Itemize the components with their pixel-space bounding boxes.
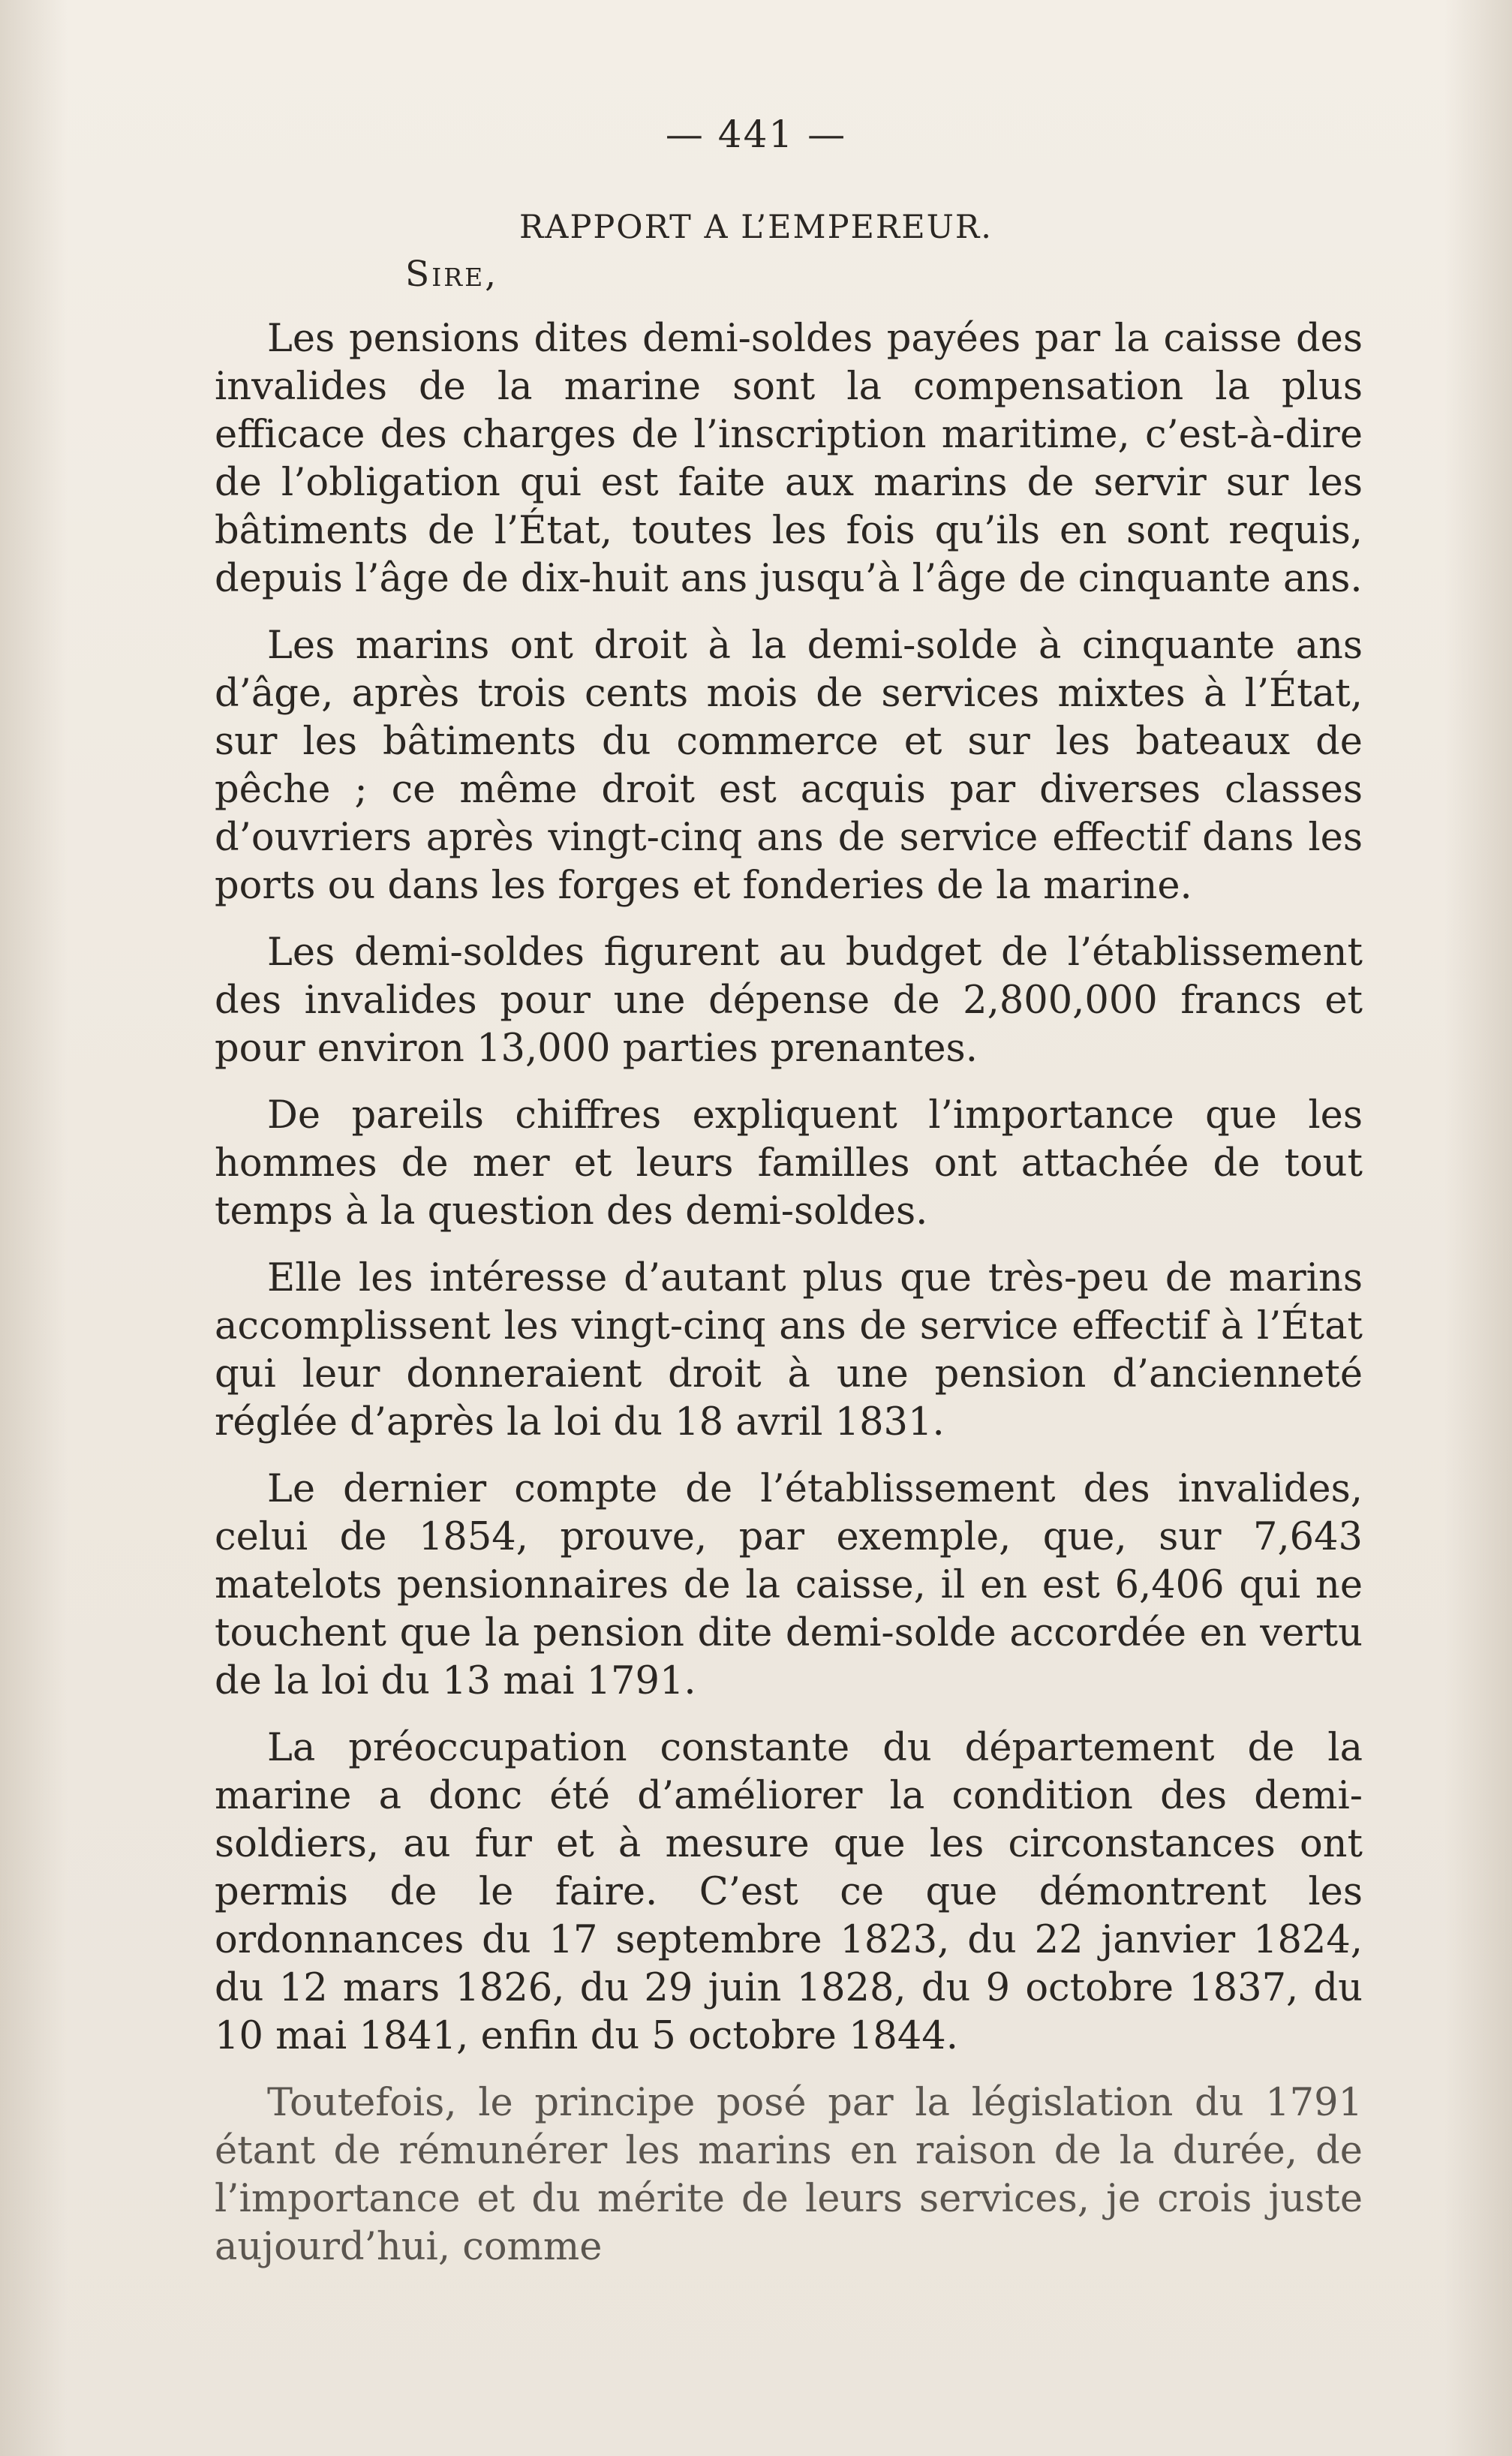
page-number: — 441 — xyxy=(665,113,847,156)
paragraph-6: Le dernier compte de l’établissement des invalides, celui de 1854, prouve, par exemple, que, sur 7,643 matelots pensionnaires de la caisse, il en est 6,406 qui ne touchent que la pension dite demi-solde accordée en vertu de la loi du 13 mai 1791. xyxy=(215,1467,1363,1703)
paragraph-2: Les marins ont droit à la demi-solde à cinquante ans d’âge, après trois cents mois de services mixtes à l’État, sur les bâtiments du commerce et sur les bateaux de pêche ; ce même droit est acquis par diverses classes d’ouvriers après vingt-cinq ans de service effectif dans les ports ou dans les forges et fonderies de la marine. xyxy=(215,624,1363,908)
paragraph-1: Les pensions dites demi-soldes payées par la caisse des invalides de la marine sont la compensation la plus efficace des charges de l’inscription maritime, c’est-à-dire de l’obligation qui est faite aux marins de servir sur les bâtiments de l’État, toutes les fois qu’ils en sont requis, depuis l’âge de dix-huit ans jusqu’à l’âge de cinquante ans. xyxy=(215,317,1363,601)
body-text xyxy=(215,315,1363,2290)
page-edge-shadow-right xyxy=(1444,0,1512,2456)
salutation: Sire, xyxy=(405,254,499,295)
paragraph-4: De pareils chiffres expliquent l’importance que les hommes de mer et leurs familles ont attachée de tout temps à la question des demi-soldes. xyxy=(215,1093,1363,1234)
paragraph-5: Elle les intéresse d’autant plus que très-peu de marins accomplissent les vingt-cinq ans de service effectif à l’État qui leur donneraient droit à une pension d’ancienneté réglée d’après la loi du 18 avril 1831. xyxy=(215,1256,1363,1444)
paragraph-7: La préoccupation constante du département de la marine a donc été d’améliorer la condition des demi-soldiers, au fur et à mesure que les circonstances ont permis de le faire. C’est ce que démontrent les ordonnances du 17 septembre 1823, du 22 janvier 1824, du 12 mars 1826, du 29 juin 1828, du 9 octobre 1837, du 10 mai 1841, enfin du 5 octobre 1844. xyxy=(215,1726,1363,2058)
page-edge-shadow-left xyxy=(0,0,68,2456)
paragraph-3: Les demi-soldes figurent au budget de l’établissement des invalides pour une dépense de 2,800,000 francs et pour environ 13,000 parties prenantes. xyxy=(215,930,1363,1071)
paragraph-8: Toutefois, le principe posé par la législation du 1791 étant de rémunérer les marins en raison de la durée, de l’importance et du mérite de leurs services, je crois juste aujourd’hui, comme xyxy=(215,2081,1363,2269)
page-title: RAPPORT A L’EMPEREUR. xyxy=(519,209,993,246)
